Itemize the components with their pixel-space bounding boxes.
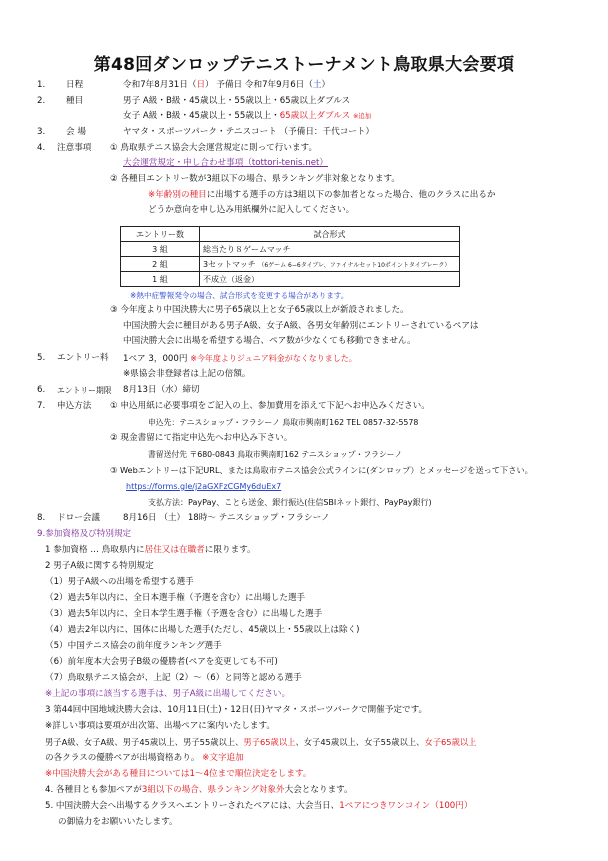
table-row <box>121 242 460 257</box>
men-a-rule: （6）前年度本大会男子B級の優勝者(ペアを変更しても不可) <box>45 657 278 667</box>
item-1-number: 1. <box>37 80 46 90</box>
note-1: ① 鳥取県テニス協会大会運営規定に則って行います。 <box>110 143 318 153</box>
item-3-label: 会 場 <box>66 127 86 137</box>
item-1-label: 日程 <box>66 80 84 90</box>
ranking-exclusion-highlight: 3組以下の場合、県ランキング対象外 <box>141 785 285 795</box>
regional-final-info: 3 第44回中国地域決勝大会は、10月11日(土)・12日(日)ヤマタ・スポーツパークで開催予定です。 <box>45 705 428 715</box>
item-7-label: 申込方法 <box>57 401 92 411</box>
regional-final-note: ※詳しい事項は要項が出次第、出場ペアに案内いたします。 <box>45 721 275 731</box>
table-header-entries: エントリー数 <box>121 227 200 242</box>
schedule-text: 令和7年8月31日（日） 予備日 令和7年9月6日（土） <box>123 80 331 90</box>
men-a-rule: （5）中国テニス協会の前年度ランキング選手 <box>45 641 222 651</box>
men-a-rule: （2）過去5年以内に、全日本選手権（予選を含む）に出場した選手 <box>45 593 306 603</box>
item-8-number: 8. <box>37 513 46 523</box>
ranking-note: ※中国決勝大会がある種目については1〜4位まで順位決定をします。 <box>45 769 312 779</box>
women-65-added: 65歳以上ダブルス <box>279 111 351 121</box>
table-cell-format: 不成立（返金） <box>200 272 460 287</box>
item-5-number: 5. <box>37 353 46 363</box>
method-2: ② 現金書留にて指定申込先へお申込み下さい。 <box>110 433 293 443</box>
events-men: 男子 A級・B級・45歳以上・55歳以上・65歳以上ダブルス <box>123 96 351 106</box>
note-2: ② 各種目エントリー数が3組以下の場合、県ランキング非対象となります。 <box>110 174 400 184</box>
eligibility: 1 参加資格 … 鳥取県内に居住又は在職者に限ります。 <box>45 545 256 555</box>
table-cell-entries: 3 組 <box>121 242 200 257</box>
heat-warning-note: ※熱中症警報発令の場合、試合形式を変更する場合があります。 <box>130 291 349 300</box>
method-3: ③ Webエントリーは下記URL、または鳥取市テニス協会公式ラインに(ダンロップ）とメッセージを送って下さい。 <box>110 465 533 475</box>
rule-5: 5. 中国決勝大会へ出場するクラスへエントリーされたペアには、大会当日、1ペアにつきワンコイン（100円） <box>45 801 473 811</box>
note-2-sub-2: どうか意向を申し込み用紙欄外に記入してください。 <box>148 205 355 215</box>
method-2-address: 書留送付先 〒680-0843 鳥取市興南町162 テニスショップ・フラシーノ <box>148 450 403 459</box>
men-a-rules-heading: 2 男子A級に関する特別規定 <box>45 561 154 571</box>
payment-methods: 支払方法：PayPay、ことら送金、銀行振込(住信SBIネット銀行、PayPay銀行) <box>148 498 432 507</box>
method-1: ① 申込用紙に必要事項をご記入の上、参加費用を添えて下記へお申込みください。 <box>110 401 430 411</box>
item-6-label: エントリー期限 <box>57 386 112 395</box>
text-added-note: ※文字追加 <box>202 753 244 763</box>
match-format-table <box>120 226 460 287</box>
men-a-note: ※上記の事項に該当する選手は、男子A級に出場してください。 <box>45 689 291 699</box>
item-7-number: 7. <box>37 401 46 411</box>
item-2-label: 種目 <box>66 96 84 106</box>
table-cell-format: 3セットマッチ （6ゲーム 6−6タイブレ、ファイナルセット10ポイントタイブレーク） <box>200 257 460 272</box>
events-women: 女子 A級・B級・45歳以上・55歳以上・65歳以上ダブルス ※追加 <box>123 111 372 121</box>
item-3-number: 3. <box>37 127 46 137</box>
item-2-number: 2. <box>37 96 46 106</box>
age-class-highlight: 年齢別の種目 <box>155 190 207 200</box>
web-entry-link[interactable]: https://forms.gle/j2aGXFzCGMy6duEx7 <box>126 482 282 491</box>
one-coin-highlight: 1ペアにつきワンコイン（100円） <box>339 801 473 811</box>
men-a-rule: （3）過去5年以内に、全日本学生選手権（予選を含む）に出場した選手 <box>45 609 323 619</box>
non-member-fee-note: ※県協会非登録者は上記の倍額。 <box>123 369 251 379</box>
women-65-highlight: 女子65歳以上 <box>424 737 477 747</box>
table-cell-format: 総当たり８ゲームマッチ <box>200 242 460 257</box>
junior-fee-note: ※今年度よりジュニア料金がなくなりました。 <box>190 354 357 363</box>
item-8-label: ドロー会議 <box>57 513 100 523</box>
entry-deadline: 8月13日（水）締切 <box>123 385 200 395</box>
note-2-sub-1: ※年齢別の種目に出場する選手の方は3組以下の参加者となった場合、他のクラスに出るか <box>148 190 496 200</box>
item-5-label: エントリー料 <box>57 353 109 363</box>
rule-5-cont: の御協力をお願いいたします。 <box>58 817 178 827</box>
table-cell-entries: 2 組 <box>121 257 200 272</box>
added-note: ※追加 <box>352 112 372 120</box>
table-header-format: 試合形式 <box>200 227 460 242</box>
men-a-rule: （1）男子A級への出場を希望する選手 <box>45 577 194 587</box>
draw-meeting: 8月16日 （土） 18時〜 テニスショップ・フラシーノ <box>123 513 330 523</box>
note-3: ③ 今年度より中国決勝大に男子65歳以上と女子65歳以上が新設されました。 <box>110 305 409 315</box>
men-a-rule: （4）過去2年以内に、国体に出場した選手(ただし、45歳以上・55歳以上は除く) <box>45 625 360 635</box>
rules-link[interactable]: 大会運営規定・申し合わせ事項（tottori-tenis.net） <box>123 158 328 168</box>
entry-fee: 1ペア 3，000円 ※今年度よりジュニア料金がなくなりました。 <box>123 354 357 364</box>
item-4-label: 注意事項 <box>57 143 92 153</box>
table-row <box>121 257 460 272</box>
main-day-of-week: 日 <box>196 80 206 90</box>
reserve-day-of-week: 土 <box>312 80 322 90</box>
note-3-sub-1: 中国決勝大会に種目がある男子A級、女子A級、各男女年齢別にエントリーされているペアは <box>123 321 479 331</box>
qualifying-classes-cont: の各クラスの優勝ペアが出場資格あり。 ※文字追加 <box>45 753 244 763</box>
table-cell-entries: 1 組 <box>121 272 200 287</box>
note-3-sub-2: 中国決勝大会に出場を希望する場合、ペア数が少なくても移動できません。 <box>123 336 416 346</box>
venue-text: ヤマタ・スポーツパーク・テニスコート （予備日：千代コート） <box>123 127 375 137</box>
residency-highlight: 居住又は在職者 <box>144 545 205 555</box>
men-65-highlight: 男子65歳以上 <box>243 737 296 747</box>
men-a-rule: （7）鳥取県テニス協会が、上記（2）〜（6）と同等と認める選手 <box>45 673 302 683</box>
item-9-heading: 9.参加資格及び特別規定 <box>37 529 132 539</box>
rule-4: 4. 各種目とも参加ペアが3組以下の場合、県ランキング対象外大会となります。 <box>45 785 353 795</box>
page-title: 第48回ダンロップテニストーナメント鳥取県大会要項 <box>93 55 515 75</box>
item-6-number: 6. <box>37 385 46 395</box>
item-4-number: 4. <box>37 143 46 153</box>
qualifying-classes: 男子A級、女子A級、男子45歳以上、男子55歳以上、男子65歳以上、女子45歳以上、女子55歳以上、女子65歳以上 <box>45 737 477 747</box>
table-row <box>121 272 460 287</box>
method-1-address: 申込先：テニスショップ・フラシーノ 鳥取市興南町162 TEL 0857-32-5578 <box>148 418 419 427</box>
